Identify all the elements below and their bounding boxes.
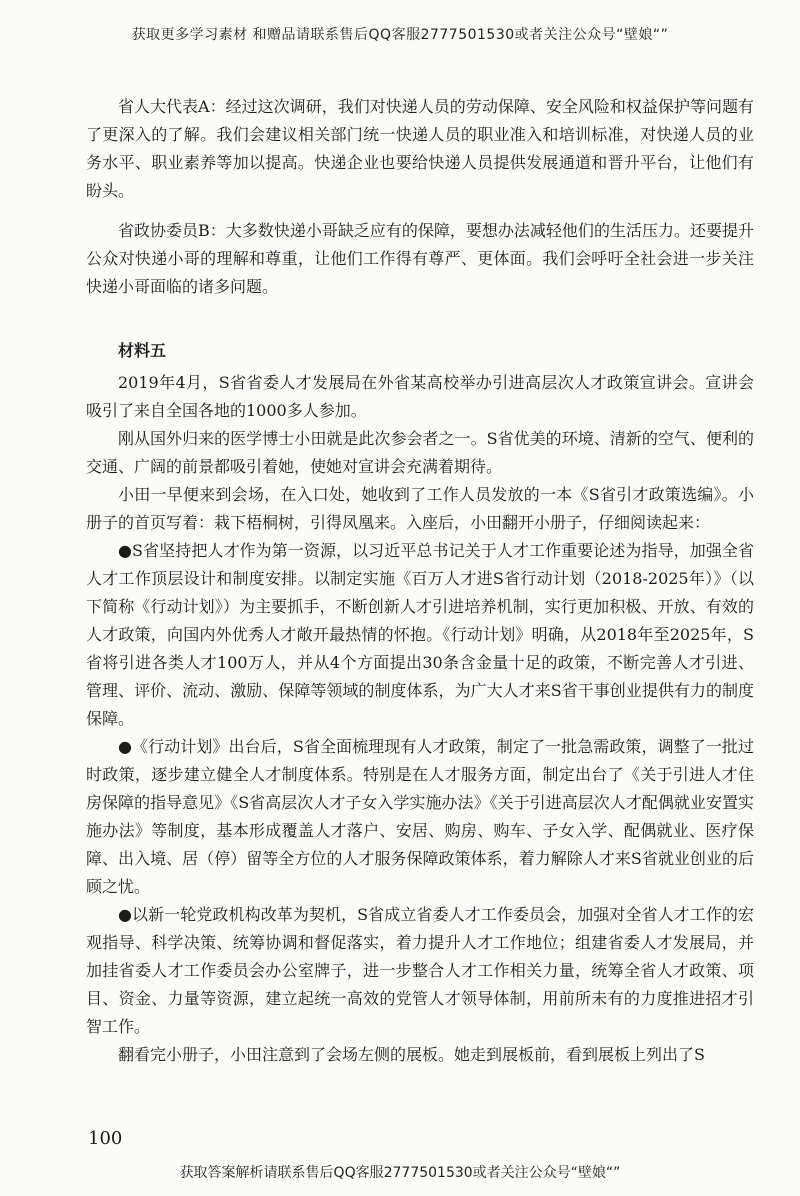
page-footer-notice: 获取答案解析请联系售后QQ客服2777501530或者关注公众号“壁娘“” xyxy=(179,1165,621,1181)
paragraph-exhibition-board: 翻看完小册子，小田注意到了会场左侧的展板。她走到展板前，看到展板上列出了S xyxy=(118,1045,705,1064)
bullet-talent-committee: ●以新一轮党政机构改革为契机，S省成立省委人才工作委员会，加强对全省人才工作的宏观指导、科学决策、统筹协调和督促落实，着力提升人才工作地位；组建省委人才发展局，并加挂省委人才工作委员会办公室牌子，进一步整合人才工作相关力量，统筹全省人才政策、项目、资金、力量等资源，建立起统一高效的党管人才领导体制，用前所未有的力度推进招才引智工作。 xyxy=(86,905,754,1036)
document-body xyxy=(86,93,754,1069)
bullet-policy-system: ●《行动计划》出台后，S省全面梳理现有人才政策，制定了一批急需政策，调整了一批过时政策，逐步建立健全人才制度体系。特别是在人才服务方面，制定出台了《关于引进人才住房保障的指导意见》《S省高层次人才子女入学实施办法》《关于引进高层次人才配偶就业安置实施办法》等制度，基本形成覆盖人才落户、安居、购房、购车、子女入学、配偶就业、医疗保障、出入境、居（停）留等全方位的人才服务保障政策体系，着力解除人才来S省就业创业的后顾之忧。 xyxy=(86,737,754,896)
section-heading-material-five: 材料五 xyxy=(118,341,167,360)
paragraph-npc-representative: 省人大代表A：经过这次调研，我们对快递人员的劳动保障、安全风险和权益保护等问题有了更深入的了解。我们会建议相关部门统一快递人员的职业准入和培训标准，对快递人员的业务水平、职业素养等加以提高。快递企业也要给快递人员提供发展通道和晋升平台，让他们有盼头。 xyxy=(86,97,754,200)
page-number: 100 xyxy=(88,1128,123,1149)
page-header-notice: 获取更多学习素材 和赠品请联系售后QQ客服2777501530或者关注公众号“壁娘“” xyxy=(131,27,669,43)
paragraph-cppcc-member: 省政协委员B：大多数快递小哥缺乏应有的保障，要想办法减轻他们的生活压力。还要提升公众对快递小哥的理解和尊重，让他们工作得有尊严、更体面。我们会呼吁全社会进一步关注快递小哥面临的诸多问题。 xyxy=(86,221,754,296)
paragraph-talent-conference: 2019年4月，S省省委人才发展局在外省某高校举办引进高层次人才政策宣讲会。宣讲会吸引了来自全国各地的1000多人参加。 xyxy=(86,373,754,420)
bullet-action-plan: ●S省坚持把人才作为第一资源，以习近平总书记关于人才工作重要论述为指导，加强全省人才工作顶层设计和制度安排。以制定实施《百万人才进S省行动计划（2018-2025年）》（以下简称《行动计划》）为主要抓手，不断创新人才引进培养机制，实行更加积极、开放、有效的人才政策，向国内外优秀人才敞开最热情的怀抱。《行动计划》明确，从2018年至2025年，S省将引进各类人才100万人，并从4个方面提出30条含金量十足的政策，不断完善人才引进、管理、评价、流动、激励、保障等领域的制度体系，为广大人才来S省干事创业提供有力的制度保障。 xyxy=(86,541,754,728)
paragraph-xiaotian-intro: 刚从国外归来的医学博士小田就是此次参会者之一。S省优美的环境、清新的空气、便利的交通、广阔的前景都吸引着她，使她对宣讲会充满着期待。 xyxy=(86,429,754,476)
paragraph-booklet: 小田一早便来到会场，在入口处，她收到了工作人员发放的一本《S省引才政策选编》。小册子的首页写着：栽下梧桐树，引得凤凰来。入座后，小田翻开小册子，仔细阅读起来： xyxy=(86,485,754,532)
